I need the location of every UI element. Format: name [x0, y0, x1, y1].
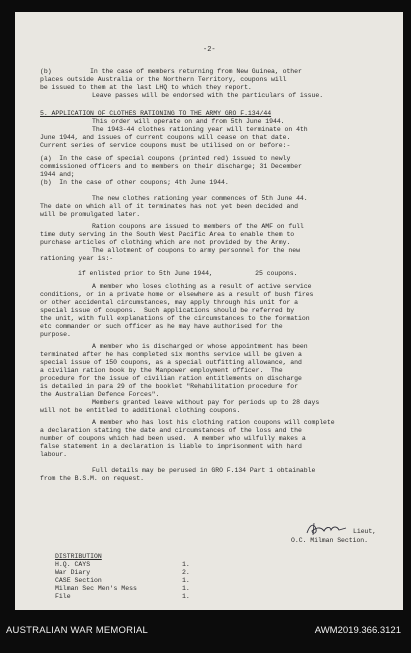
document-line: purpose. — [40, 331, 71, 338]
document-line: etc commander or such officer as he may have authorised for the — [40, 323, 283, 330]
distribution-item: Milman Sec Men's Mess 1. — [55, 585, 190, 593]
document-line: will not be entitled to additional clothing coupons. — [40, 407, 241, 414]
document-line: places outside Australia or the Northern Territory, coupons will — [40, 76, 287, 83]
document-line: false statement in a declaration is liable to imprisonment with hard — [40, 443, 302, 450]
document-line: procedure for the issue of civilian ration entitlements on discharge — [40, 375, 302, 382]
distribution-list — [55, 553, 202, 602]
document-page — [15, 12, 403, 610]
footer-accession-number: AWM2019.366.3121 — [314, 625, 401, 636]
document-line: conditions, or in a private home or elsewhere as a result of bush fires — [40, 291, 314, 298]
document-line: the Australian Defence Forces". — [40, 391, 160, 398]
document-line: time duty serving in the South West Pacific Area to enable them to — [40, 231, 295, 238]
document-line: This order will operate on and from 5th June 1944. — [92, 118, 285, 125]
signatory-rank: Lieut, — [353, 528, 377, 535]
distribution-item: War Diary 2. — [55, 569, 190, 577]
distribution-item: File 1. — [55, 593, 190, 601]
document-line: Full details may be perused in GRO F.134 Part 1 obtainable — [92, 467, 316, 474]
document-line: Leave passes will be endorsed with the particulars of issue. — [92, 92, 324, 99]
footer-institution: AUSTRALIAN WAR MEMORIAL — [6, 625, 149, 636]
document-line: is detailed in para 29 of the booklet "Rehabilitation procedure for — [40, 383, 298, 390]
document-line: A member who is discharged or whose appointment has been — [92, 343, 308, 350]
distribution-heading: DISTRIBUTION — [55, 553, 102, 560]
handwritten-signature — [304, 520, 349, 538]
document-line: the unit, with full explanations of the circumstances to the formation — [40, 315, 310, 322]
document-line: be issued to them at the last LHQ to which they report. — [40, 84, 252, 91]
signatory-title: O.C. Milman Section. — [291, 537, 369, 544]
page-number: -2- — [203, 46, 216, 54]
document-line: rationing year is:- — [40, 255, 114, 262]
document-line: Ration coupons are issued to members of the AMF on full — [92, 223, 304, 230]
distribution-item: H.Q. CAYS 1. — [55, 561, 190, 569]
document-line: The 1943-44 clothes rationing year will terminate on 4th — [92, 126, 308, 133]
archive-footer — [0, 617, 411, 653]
document-line: will be promulgated later. — [40, 211, 141, 218]
document-line: labour. — [40, 451, 67, 458]
document-line: 5. APPLICATION OF CLOTHES RATIONING TO THE ARMY GRO F.134/44 — [40, 110, 272, 117]
document-line: special issue of coupons. Such applications should be referred by — [40, 307, 295, 314]
document-line: terminated after he has completed six months service will be given a — [40, 351, 302, 358]
document-line: Current series of service coupons must be utilised on or before:- — [40, 142, 291, 149]
document-line: The date on which all of it terminates has not yet been decided and — [40, 203, 298, 210]
document-line: or other accidental circumstances, may apply through his unit for a — [40, 299, 298, 306]
document-line: (b) In the case of other coupons; 4th June 1944. — [40, 179, 229, 186]
document-line: The new clothes rationing year commences of 5th June 44. — [92, 195, 308, 202]
document-line: a civilian ration book by the Manpower employment officer. The — [40, 367, 283, 374]
document-line: from the B.S.M. on request. — [40, 475, 144, 482]
document-line: The allotment of coupons to army personnel for the new — [92, 247, 300, 254]
document-line: a declaration stating the date and circumstances of the loss and the — [40, 427, 302, 434]
document-line: (b) In the case of members returning from New Guinea, other — [40, 68, 302, 75]
document-line: A member who has lost his clothing ration coupons will complete — [92, 419, 335, 426]
document-line: special issue of 150 coupons, as a special outfitting allowance, and — [40, 359, 302, 366]
document-line: (a) In the case of special coupons (printed red) issued to newly — [40, 155, 291, 162]
document-line: if enlisted prior to 5th June 1944, 25 coupons. — [78, 270, 298, 277]
document-line: number of coupons which had been used. A member who wilfully makes a — [40, 435, 306, 442]
distribution-item: CASE Section 1. — [55, 577, 190, 585]
document-line: June 1944, and issues of current coupons will cease on that date. — [40, 134, 291, 141]
document-line: commissioned officers and to members on their discharge; 31 December — [40, 163, 302, 170]
document-line: Members granted leave without pay for periods up to 28 days — [92, 399, 320, 406]
document-line: A member who loses clothing as a result of active service — [92, 283, 312, 290]
document-line: 1944 and; — [40, 171, 75, 178]
document-line: purchase articles of clothing which are not provided by the Army. — [40, 239, 291, 246]
